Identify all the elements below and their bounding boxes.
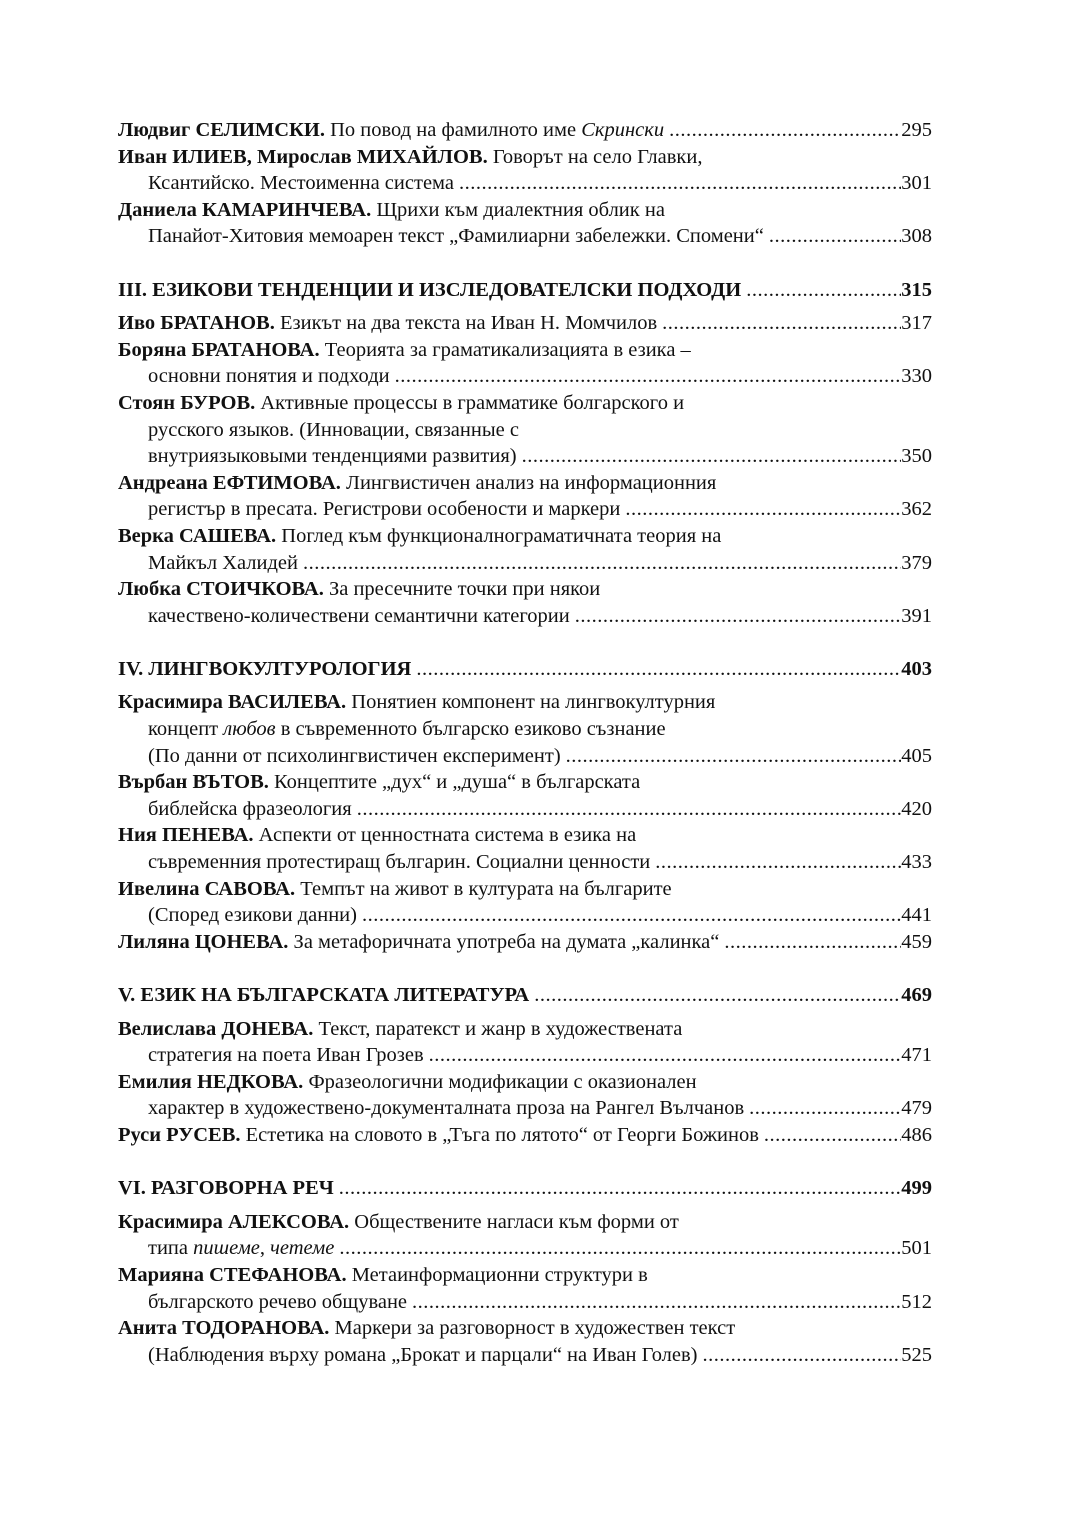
toc-line bbox=[118, 982, 932, 1009]
toc-line bbox=[118, 197, 932, 224]
page-number: 469 bbox=[901, 984, 932, 1006]
toc-entry bbox=[118, 929, 932, 956]
toc-section-heading bbox=[118, 982, 932, 1009]
toc-line bbox=[118, 1209, 932, 1236]
page-number: 295 bbox=[901, 119, 932, 141]
entry-title: Панайот-Хитовия мемоарен текст „Фамилиарни забележки. Спомени“ bbox=[148, 225, 764, 248]
page-number: 330 bbox=[901, 365, 932, 388]
entry-author: Андреана ЕФТИМОВА. bbox=[118, 471, 341, 494]
entry-author: Красимира ВАСИЛЕВА. bbox=[118, 691, 347, 714]
entry-text bbox=[148, 550, 298, 577]
entry-text bbox=[148, 603, 570, 630]
leader-dots bbox=[657, 310, 901, 337]
entry-title: (По данни от психолингвистичен експеримент) bbox=[148, 744, 561, 767]
toc-line bbox=[118, 223, 932, 250]
entry-author: Ния ПЕНЕВА. bbox=[118, 824, 254, 847]
entry-text bbox=[148, 223, 764, 250]
entry-text bbox=[148, 743, 561, 770]
page-number: 471 bbox=[901, 1044, 932, 1067]
entry-text bbox=[148, 1342, 698, 1369]
leader-dots bbox=[741, 277, 901, 304]
toc-line bbox=[118, 310, 932, 337]
leader-dots bbox=[764, 223, 901, 250]
leader-dots bbox=[407, 1289, 901, 1316]
toc-section-heading bbox=[118, 1175, 932, 1202]
toc-line bbox=[118, 496, 932, 523]
entry-title: основни понятия и подходи bbox=[148, 365, 390, 388]
entry-author: Иван ИЛИЕВ, Мирослав МИХАЙЛОВ. bbox=[118, 145, 488, 168]
entry-title: внутриязыковыми тенденциями развития) bbox=[148, 445, 517, 468]
toc-line bbox=[118, 337, 932, 364]
leader-dots bbox=[390, 363, 902, 390]
toc-entry bbox=[118, 117, 932, 144]
toc-entry bbox=[118, 310, 932, 337]
toc-line bbox=[118, 1262, 932, 1289]
page-number: 403 bbox=[901, 657, 932, 680]
toc-entry bbox=[118, 876, 932, 929]
leader-dots bbox=[759, 1122, 901, 1149]
leader-dots bbox=[698, 1342, 902, 1369]
page-number: 499 bbox=[901, 1177, 932, 1200]
leader-dots bbox=[352, 796, 902, 823]
entry-text bbox=[148, 796, 352, 823]
toc-line bbox=[118, 929, 932, 956]
toc-line bbox=[118, 443, 932, 470]
entry-title: Обществените нагласи към форми от bbox=[354, 1210, 679, 1233]
section-title: V. ЕЗИК НА БЪЛГАРСКАТА ЛИТЕРАТУРА bbox=[118, 984, 530, 1006]
toc-entry bbox=[118, 1016, 932, 1069]
leader-dots bbox=[454, 170, 901, 197]
entry-title: За пресечните точки при някои bbox=[328, 578, 601, 601]
leader-dots bbox=[517, 443, 902, 470]
toc-line bbox=[118, 822, 932, 849]
toc-entry bbox=[118, 1262, 932, 1315]
toc-entry bbox=[118, 390, 932, 470]
toc-line bbox=[118, 1342, 932, 1369]
entry-text bbox=[148, 1289, 407, 1316]
leader-dots bbox=[570, 603, 902, 630]
toc-entry bbox=[118, 576, 932, 629]
toc-line bbox=[118, 170, 932, 197]
section-title: III. ЕЗИКОВИ ТЕНДЕНЦИИ И ИЗСЛЕДОВАТЕЛСКИ ПОДХОДИ bbox=[118, 278, 742, 301]
toc-line bbox=[118, 363, 932, 390]
entry-text bbox=[148, 1095, 744, 1122]
entry-title: Щрихи към диалектния облик на bbox=[376, 198, 665, 221]
toc-line bbox=[118, 1069, 932, 1096]
leader-dots bbox=[664, 117, 901, 144]
entry-title: По повод на фамилното име Скрински bbox=[330, 119, 665, 141]
entry-title: Фразеологични модификации с оказионален bbox=[308, 1070, 697, 1093]
toc-line bbox=[118, 390, 932, 417]
entry-text bbox=[118, 929, 719, 956]
entry-author: Боряна БРАТАНОВА. bbox=[118, 338, 320, 361]
page-number: 405 bbox=[901, 744, 932, 767]
toc-line bbox=[118, 144, 932, 171]
entry-text bbox=[148, 849, 650, 876]
entry-author: Даниела КАМАРИНЧЕВА. bbox=[118, 198, 372, 221]
section-title: IV. ЛИНГВОКУЛТУРОЛОГИЯ bbox=[118, 657, 412, 680]
page-number: 317 bbox=[901, 312, 932, 335]
page-number: 479 bbox=[901, 1097, 932, 1120]
entry-title: Езикът на два текста на Иван Н. Момчилов bbox=[279, 312, 658, 335]
toc-entry bbox=[118, 337, 932, 390]
toc-entry bbox=[118, 822, 932, 875]
leader-dots bbox=[620, 496, 901, 523]
toc-entry bbox=[118, 470, 932, 523]
leader-dots bbox=[334, 1175, 901, 1202]
toc-line bbox=[118, 277, 932, 304]
page-number: 501 bbox=[901, 1237, 932, 1260]
toc-line bbox=[118, 550, 932, 577]
toc-line bbox=[118, 117, 932, 144]
page-number: 308 bbox=[901, 225, 932, 248]
entry-author: Марияна СТЕФАНОВА. bbox=[118, 1263, 347, 1286]
page-number: 391 bbox=[901, 604, 932, 627]
leader-dots bbox=[298, 550, 901, 577]
entry-title: Майкъл Халидей bbox=[148, 551, 298, 574]
toc-line bbox=[118, 849, 932, 876]
toc-line bbox=[118, 716, 932, 743]
toc-line bbox=[118, 576, 932, 603]
entry-author: Стоян БУРОВ. bbox=[118, 391, 256, 414]
page-number: 301 bbox=[901, 172, 932, 195]
entry-text bbox=[118, 310, 657, 337]
page-number: 525 bbox=[901, 1343, 932, 1366]
entry-title: качествено-количествени семантични категории bbox=[148, 604, 570, 627]
entry-title: Темпът на живот в културата на българите bbox=[300, 877, 672, 900]
entry-title: Теорията за граматикализацията в езика – bbox=[324, 338, 691, 361]
entry-title: Метаинформационни структури в bbox=[351, 1263, 648, 1286]
toc-entry bbox=[118, 1209, 932, 1262]
toc-entry bbox=[118, 689, 932, 769]
entry-title: Маркери за разговорност в художествен текст bbox=[334, 1317, 736, 1340]
toc-entry bbox=[118, 1069, 932, 1122]
entry-title: типа пишеме, четеме bbox=[148, 1237, 335, 1260]
entry-text bbox=[148, 170, 454, 197]
leader-dots bbox=[357, 902, 901, 929]
toc-line bbox=[118, 1315, 932, 1342]
entry-title: Поглед към функционалнограматичната теория на bbox=[281, 524, 722, 547]
entry-title: българското речево общуване bbox=[148, 1290, 408, 1313]
section-title: VI. РАЗГОВОРНА РЕЧ bbox=[118, 1177, 334, 1200]
toc-line bbox=[118, 902, 932, 929]
toc-line bbox=[118, 656, 932, 683]
entry-text bbox=[148, 902, 357, 929]
entry-author: Иво БРАТАНОВ. bbox=[118, 312, 275, 335]
entry-title: концепт любов в съвременното българско езиково съзнание bbox=[148, 718, 666, 741]
leader-dots bbox=[529, 982, 901, 1009]
leader-dots bbox=[334, 1235, 901, 1262]
toc-entry bbox=[118, 769, 932, 822]
leader-dots bbox=[719, 929, 901, 956]
leader-dots bbox=[650, 849, 901, 876]
toc-section-heading bbox=[118, 656, 932, 683]
entry-title: стратегия на поета Иван Грозев bbox=[148, 1044, 424, 1067]
page-number: 315 bbox=[901, 278, 932, 301]
entry-title: Лингвистичен анализ на информационния bbox=[346, 471, 717, 494]
toc-line bbox=[118, 603, 932, 630]
toc-line bbox=[118, 470, 932, 497]
entry-title: Концептите „дух“ и „душа“ в българската bbox=[274, 771, 641, 794]
leader-dots bbox=[424, 1042, 902, 1069]
toc-line bbox=[118, 743, 932, 770]
toc-line bbox=[118, 1095, 932, 1122]
entry-author: Емилия НЕДКОВА. bbox=[118, 1070, 304, 1093]
entry-title: Говорът на село Главки, bbox=[492, 145, 703, 168]
toc-line bbox=[118, 1235, 932, 1262]
entry-text bbox=[148, 1042, 424, 1069]
page-number: 379 bbox=[901, 551, 932, 574]
entry-title: Понятиен компонент на лингвокултурния bbox=[351, 691, 716, 714]
toc-line bbox=[118, 1289, 932, 1316]
entry-title: библейска фразеология bbox=[148, 797, 352, 820]
toc-line bbox=[118, 876, 932, 903]
entry-title: За метафоричната употреба на думата „калинка“ bbox=[293, 930, 720, 953]
entry-title: регистър в пресата. Регистрови особености и маркери bbox=[148, 498, 621, 521]
entry-title: характер в художествено-документалната проза на Рангел Вълчанов bbox=[148, 1097, 745, 1120]
entry-author: Любка СТОИЧКОВА. bbox=[118, 578, 324, 601]
toc-entry bbox=[118, 1122, 932, 1149]
entry-author: Велислава ДОНЕВА. bbox=[118, 1017, 314, 1040]
leader-dots bbox=[411, 656, 901, 683]
toc-line bbox=[118, 1042, 932, 1069]
entry-author: Върбан ВЪТОВ. bbox=[118, 771, 269, 794]
toc-line bbox=[118, 523, 932, 550]
toc-line bbox=[118, 417, 932, 444]
entry-title: (Наблюдения върху романа „Брокат и парцали“ на Иван Голев) bbox=[148, 1343, 698, 1366]
entry-title: (Според езикови данни) bbox=[148, 904, 357, 927]
entry-title: съвременния протестиращ българин. Социални ценности bbox=[148, 851, 651, 874]
page-number: 420 bbox=[901, 797, 932, 820]
toc-line bbox=[118, 1175, 932, 1202]
page-number: 486 bbox=[901, 1123, 932, 1146]
toc-line bbox=[118, 1016, 932, 1043]
toc-line bbox=[118, 796, 932, 823]
entry-author: Руси РУСЕВ. bbox=[118, 1123, 241, 1146]
entry-author: Ивелина САВОВА. bbox=[118, 877, 296, 900]
toc-entry bbox=[118, 197, 932, 250]
toc-line bbox=[118, 1122, 932, 1149]
entry-text bbox=[148, 496, 620, 523]
entry-title: Естетика на словото в „Тъга по лятото“ от Георги Божинов bbox=[245, 1123, 759, 1146]
entry-title: Активные процессы в грамматике болгарского и bbox=[260, 391, 685, 414]
entry-text bbox=[118, 117, 664, 144]
entry-text bbox=[148, 443, 517, 470]
toc-entry bbox=[118, 1315, 932, 1368]
entry-text bbox=[148, 1235, 334, 1262]
entry-text bbox=[118, 1122, 759, 1149]
page-number: 433 bbox=[901, 851, 932, 874]
entry-author: Анита ТОДОРАНОВА. bbox=[118, 1317, 330, 1340]
entry-title: Текст, паратекст и жанр в художествената bbox=[318, 1017, 683, 1040]
toc-line bbox=[118, 689, 932, 716]
page-number: 350 bbox=[901, 445, 932, 468]
toc-line bbox=[118, 769, 932, 796]
toc-entry bbox=[118, 144, 932, 197]
entry-author: Красимира АЛЕКСОВА. bbox=[118, 1210, 350, 1233]
leader-dots bbox=[561, 743, 902, 770]
entry-author: Лиляна ЦОНЕВА. bbox=[118, 930, 289, 953]
entry-title: Аспекти от ценностната система в езика на bbox=[258, 824, 637, 847]
page-number: 459 bbox=[901, 930, 932, 953]
page-number: 362 bbox=[901, 498, 932, 521]
entry-author: Верка САШЕВА. bbox=[118, 524, 277, 547]
entry-text bbox=[148, 363, 390, 390]
table-of-contents bbox=[118, 117, 932, 1368]
page-number: 512 bbox=[901, 1290, 932, 1313]
entry-author: Людвиг СЕЛИМСКИ. bbox=[118, 119, 325, 141]
page-number: 441 bbox=[901, 904, 932, 927]
entry-title: Ксантийско. Местоименна система bbox=[148, 172, 454, 195]
leader-dots bbox=[744, 1095, 901, 1122]
toc-section-heading bbox=[118, 277, 932, 304]
entry-title: русского языков. (Инновации, связанные с bbox=[148, 418, 519, 441]
toc-entry bbox=[118, 523, 932, 576]
